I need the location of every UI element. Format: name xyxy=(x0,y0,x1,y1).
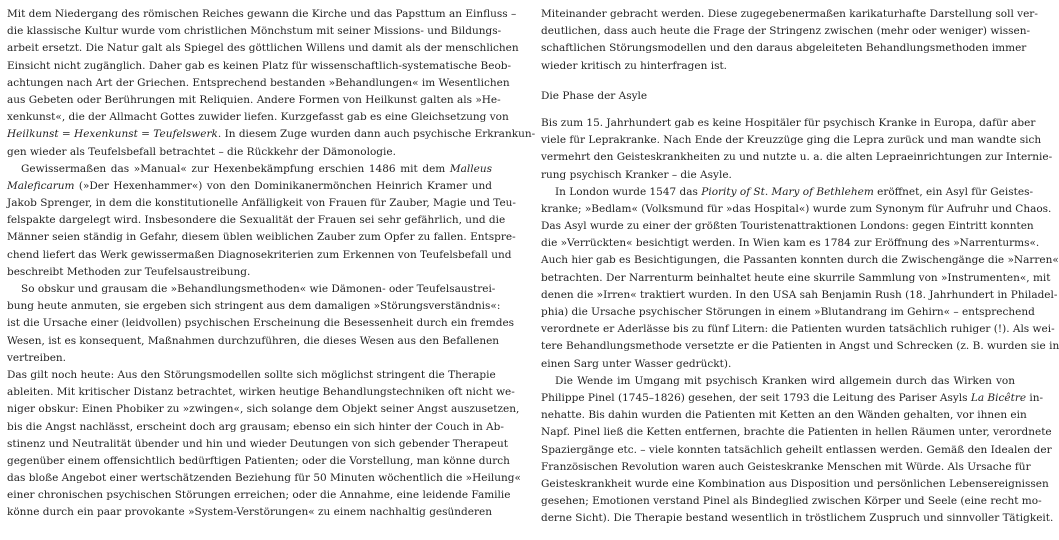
text-line: gen wieder als Teufelsbefall betrachtet – die Rückkehr der Dämonologie. xyxy=(7,145,396,158)
text-line: beschreibt Methoden zur Teufelsaustreibung. xyxy=(7,265,251,278)
text-line: Männer seien ständig in Gefahr, diesem üblen weiblichen Zauber zum Opfer zu fallen. Entspre- xyxy=(7,231,516,244)
text-line: Wesen, ist es konsequent, Maßnahmen durchzuführen, die dieses Wesen aus den Befallenen xyxy=(7,334,500,347)
text-line: einen Sarg unter Wasser gedrückt). xyxy=(541,357,732,370)
text-line: Einsicht nicht zugänglich. Daher gab es keinen Platz für wissenschaftlich-systematische Beob- xyxy=(7,59,512,72)
text-line: gesehen; Emotionen verstand Pinel als Bindeglied zwischen Körper und Seele (eine recht mo- xyxy=(541,495,1042,508)
text-line: könne durch ein paar provokante »System-Verstörungen« zu einem nachhaltig gesünderen xyxy=(7,506,492,519)
text-line: die »Verrückten« besichtigt werden. In Wien kam es 1784 zur Eröffnung des »Narrenturms«. xyxy=(541,237,1040,250)
text-line: Mit dem Niedergang des römischen Reiches gewann die Kirche und das Papsttum an Einfluss – xyxy=(7,8,517,20)
text-line: betrachten. Der Narrenturm beinhaltet heute eine skurrile Sammlung von »Instrumenten«, mit xyxy=(541,271,1051,284)
text-line: gegenüber einem offensichtlich bedürftigen Patienten; oder die Vorstellung, man könne durch xyxy=(7,454,510,467)
text-line: vertreiben. xyxy=(7,351,67,364)
text-line: arbeit ersetzt. Die Natur galt als Spiegel des göttlichen Willens und damit als der menschlichen xyxy=(7,42,519,55)
text-line: derne Sicht). Die Therapie bestand wesentlich in tröstlichem Zuspruch und sinnvoller Tätigkeit. xyxy=(541,512,1054,525)
text-line: tere Behandlungsmethode versetzte er die Patienten in Angst und Schrecken (z. B. wurden sie in xyxy=(541,340,1059,353)
text-line: bung heute anmuten, sie ergeben sich stringent aus dem damaligen »Störungsverständnis«: xyxy=(7,300,501,313)
text-line: wieder kritisch zu hinterfragen ist. xyxy=(541,59,728,72)
text-line: kranke; »Bedlam« (Volksmund für »das Hospital«) wurde zum Synonym für Aufruhr und Chaos. xyxy=(541,202,1052,215)
text-line: einer chronischen psychischen Störungen erreichen; oder die Annahme, eine leidende Familie xyxy=(7,489,511,502)
text-line: phia) die Ursache psychischer Störungen in einem »Blutandrang im Gehirn« – entsprechend xyxy=(541,306,1035,318)
text-line: Die Wende im Umgang mit psychisch Kranken wird allgemein durch das Wirken von xyxy=(555,374,1015,387)
text-line: viele für Leprakranke. Nach Ende der Kreuzzüge ging die Lepra zurück und man wandte sich xyxy=(541,134,1042,147)
right-page xyxy=(541,6,1059,527)
text-line: ist die Ursache einer (leidvollen) psychischen Erscheinung die Besessenheit durch ein fremdes xyxy=(7,317,515,330)
text-line: xenkunst«, die der Allmacht Gottes zuwider liefen. Kurzgefasst gab es eine Gleichsetzung von xyxy=(7,111,509,124)
text-line: deutlichen, dass auch heute die Frage der Stringenz zwischen (mehr oder weniger) wissen- xyxy=(541,25,1030,38)
text-line: denen die »Irren« traktiert wurden. In den USA sah Benjamin Rush (18. Jahrhundert in Philadel- xyxy=(541,288,1058,301)
text-line: die klassische Kultur wurde vom christlichen Mönchstum mit seiner Missions- und Bildungs- xyxy=(7,25,502,38)
text-line: das bloße Angebot einer wertschätzenden Beziehung für 50 Minuten wöchentlich die »Heilung« xyxy=(7,472,521,485)
text-line: felspakte dargelegt wird. Insbesondere die Sexualität der Frauen sei sehr gefährlich, und die xyxy=(7,214,506,227)
text-line: Geisteskrankheit wurde eine Kombination aus Disposition und persönlichen Lebensereignissen xyxy=(541,477,1049,490)
text-line: Französischen Revolution waren auch Geisteskranke Menschen mit Würde. Als Ursache für xyxy=(541,460,1031,473)
text-line: Das gilt noch heute: Aus den Störungsmodellen sollte sich möglichst stringent die Therapie xyxy=(7,368,496,381)
text-line: Spaziergänge etc. – viele konnten tatsächlich geheilt entlassen werden. Gemäß den Idealen der xyxy=(541,443,1052,456)
text-line: chend liefert das Werk gewissermaßen Diagnosekriterien zum Erkennen von Teufelsbefall und xyxy=(7,248,512,261)
text-line-italic-name: In London wurde 1547 das Piority of St. Mary of Bethlehem eröffnet, ein Asyl für Geistes- xyxy=(555,185,1033,198)
text-line: vermehrt den Geisteskrankheiten zu und nutzte u. a. die alten Lepraeinrichtungen zur Internie- xyxy=(541,151,1053,164)
text-line: Bis zum 15. Jahrhundert gab es keine Hospitäler für psychisch Kranke in Europa, dafür aber xyxy=(541,116,1036,129)
text-line-italic-formula: Heilkunst = Hexenkunst = Teufelswerk. In diesem Zuge wurden dann auch psychische Erkrankun- xyxy=(7,128,536,141)
text-line: So obskur und grausam die »Behandlungsmethoden« wie Dämonen- oder Teufelsaustrei- xyxy=(21,283,496,295)
text-line-italic-name: Philippe Pinel (1745–1826) gesehen, der seit 1793 die Leitung des Pariser Asyls La Bicêtre in- xyxy=(541,391,1044,404)
text-line: niger obskur: Einen Phobiker zu »zwingen«, sich solange dem Objekt seiner Angst auszusetzen, xyxy=(7,403,520,416)
text-line: aus Gebeten oder Berührungen mit Reliquien. Andere Formen von Heilkunst galten als »He- xyxy=(7,93,501,106)
text-line: rung psychisch Kranker – die Asyle. xyxy=(541,168,732,181)
left-page xyxy=(7,6,536,522)
text-line: nehatte. Bis dahin wurden die Patienten mit Ketten an den Wänden gehalten, vor ihnen ein xyxy=(541,409,1027,422)
text-line: schaftlichen Störungsmodellen und den daraus abgeleiteten Behandlungsmethoden immer xyxy=(541,42,1027,55)
text-line: ableiten. Mit kritischer Distanz betrachtet, wirken heutige Behandlungstechniken oft nicht we- xyxy=(7,386,515,399)
text-line-book-title: Maleficarum (»Der Hexenhammer«) von den Dominikanermönchen Heinrich Kramer und xyxy=(7,179,492,192)
text-line: Auch hier gab es Besichtigungen, die Passanten konnten durch die Zwischengänge die »Narren« xyxy=(541,254,1059,267)
text-line: Napf. Pinel ließ die Ketten entfernen, brachte die Patienten in hellen Räumen unter, verordnete xyxy=(541,426,1052,439)
section-heading: Die Phase der Asyle xyxy=(541,89,648,102)
text-line-book-title: Gewissermaßen das »Manual« zur Hexenbekämpfung erschien 1486 mit dem Malleus xyxy=(21,162,492,175)
text-line: Jakob Sprenger, in dem die konstitutionelle Anfälligkeit von Frauen für Zauber, Magie und Teu- xyxy=(7,197,516,210)
text-line: bis die Angst nachlässt, erscheint doch arg grausam; ebenso ein sich hinter der Couch in Ab- xyxy=(7,420,504,433)
text-line: achtungen nach Art der Griechen. Entsprechend bestanden »Behandlungen« im Wesentlichen xyxy=(7,76,510,89)
text-line: verordnete er Aderlässe bis zu fünf Litern: die Patienten wurden tatsächlich ruhiger (!). Als wei- xyxy=(541,323,1055,336)
text-line: Das Asyl wurde zu einer der größten Touristenattraktionen Londons: gegen Eintritt konnten xyxy=(541,220,1034,233)
text-line: Miteinander gebracht werden. Diese zugegebenermaßen karikaturhafte Darstellung soll ver- xyxy=(541,8,1038,20)
text-line: stinenz und Neutralität übender und hin und wieder Deutungen von sich gebender Therapeut xyxy=(7,437,508,450)
